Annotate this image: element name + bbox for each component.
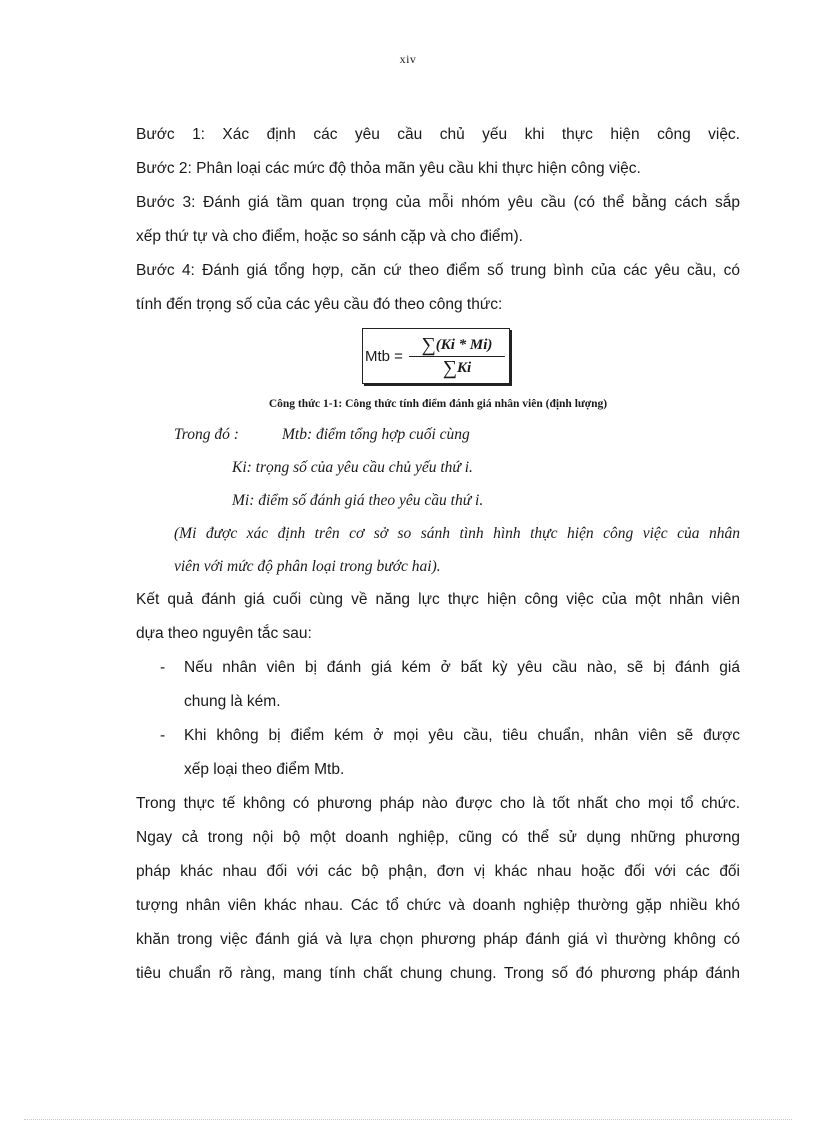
legend-mtb-text: Mtb: điểm tổng hợp cuối cùng <box>282 426 470 443</box>
bullet-1 <box>136 651 740 685</box>
numerator-text: (Ki * Mi) <box>435 336 493 353</box>
closing-3: pháp khác nhau đối với các bộ phận, đơn vị khác nhau hoặc đối với các đối <box>136 863 740 880</box>
step-4: Bước 4: Đánh giá tổng hợp, căn cứ theo điểm số trung bình của các yêu cầu, có <box>136 262 740 279</box>
step-2: Bước 2: Phân loại các mức độ thỏa mãn yêu cầu khi thực hiện công việc. <box>136 160 641 177</box>
result-2: dựa theo nguyên tắc sau: <box>136 625 312 642</box>
page-bottom-border <box>24 1119 792 1120</box>
page-number: xiv <box>399 52 417 66</box>
closing-1: Trong thực tế không có phương pháp nào được cho là tốt nhất cho mọi tổ chức. <box>136 795 740 812</box>
legend-ki: Ki: trọng số của yêu cầu chủ yếu thứ i. <box>232 459 473 476</box>
formula-area <box>136 326 740 390</box>
sigma-symbol: ∑ <box>421 333 436 356</box>
formula-lhs: Mtb = <box>365 347 403 365</box>
formula-caption: Công thức 1-1: Công thức tính điểm đánh giá nhân viên (định lượng) <box>268 398 608 410</box>
bullet-dash: - <box>160 727 166 744</box>
closing-2: Ngay cả trong nội bộ một doanh nghiệp, cũng có thể sử dụng những phương <box>136 829 740 846</box>
step-3: Bước 3: Đánh giá tầm quan trọng của mỗi nhóm yêu cầu (có thể bằng cách sắp <box>136 194 740 211</box>
formula-fraction <box>409 335 505 378</box>
legend-note-2: viên với mức độ phân loại trong bước hai). <box>174 558 441 575</box>
denominator-text: Ki <box>456 359 472 376</box>
legend-mtb <box>136 418 740 451</box>
page-body <box>136 118 740 991</box>
bullet-2 <box>136 719 740 753</box>
formula-box <box>362 328 510 384</box>
closing-4: tượng nhân viên khác nhau. Các tổ chức và doanh nghiệp thường gặp nhiều khó <box>136 897 740 914</box>
formula-denominator <box>443 358 471 378</box>
result-1: Kết quả đánh giá cuối cùng về năng lực thực hiện công việc của một nhân viên <box>136 591 740 608</box>
bullet-2-text: Khi không bị điểm kém ở mọi yêu cầu, tiêu chuẩn, nhân viên sẽ được <box>184 727 740 744</box>
bullet-dash: - <box>160 659 166 676</box>
legend-mi: Mi: điểm số đánh giá theo yêu cầu thứ i. <box>232 492 484 509</box>
formula-numerator <box>421 335 492 355</box>
legend-note-1: (Mi được xác định trên cơ sở so sánh tình hình thực hiện công việc của nhân <box>174 525 740 542</box>
step-4-cont: tính đến trọng số của các yêu cầu đó theo công thức: <box>136 296 503 313</box>
bullet-1-text: Nếu nhân viên bị đánh giá kém ở bất kỳ yêu cầu nào, sẽ bị đánh giá <box>184 659 740 676</box>
bullet-1-cont: chung là kém. <box>184 693 281 710</box>
step-3-cont: xếp thứ tự và cho điểm, hoặc so sánh cặp và cho điểm). <box>136 228 523 245</box>
closing-5: khăn trong việc đánh giá và lựa chọn phương pháp đánh giá vì thường không có <box>136 931 740 948</box>
step-1: Bước 1: Xác định các yêu cầu chủ yếu khi thực hiện công việc. <box>136 126 740 143</box>
closing-6: tiêu chuẩn rõ ràng, mang tính chất chung chung. Trong số đó phương pháp đánh <box>136 965 740 982</box>
legend-label: Trong đó : <box>174 426 239 443</box>
sigma-symbol-den: ∑ <box>442 356 457 379</box>
bullet-2-cont: xếp loại theo điểm Mtb. <box>184 761 345 778</box>
